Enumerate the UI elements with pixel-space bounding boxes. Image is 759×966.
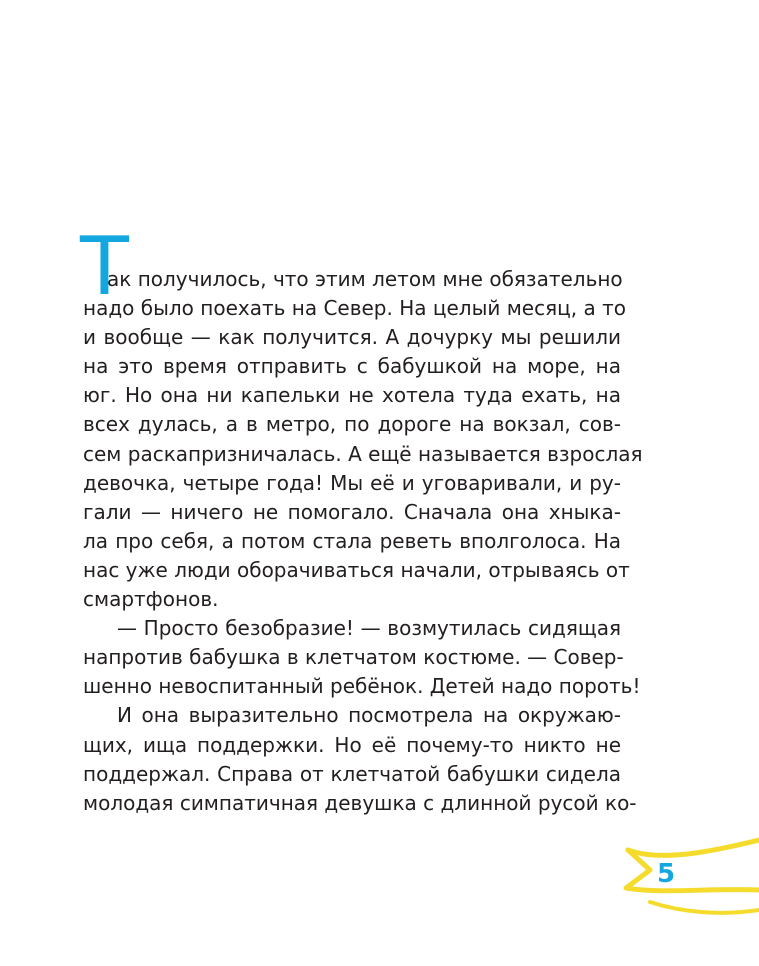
text-line: надо было поехать на Север. На целый месяц, а то (83, 296, 626, 321)
text-line: И она выразительно посмотрела на окружаю- (117, 703, 621, 728)
text-line: нас уже люди оборачиваться начали, отрываясь от (83, 557, 630, 582)
text-line: девочка, четыре года! Мы её и уговаривали, и ру- (83, 470, 621, 495)
text-line: — Просто безобразие! — возмутилась сидящая (117, 616, 621, 641)
text-line: гали — ничего не помогало. Сначала она хныка- (83, 499, 621, 524)
text-line: поддержал. Справа от клетчатой бабушки сидела (83, 761, 621, 786)
text-line: сем раскапризничалась. А ещё называется взрослая (83, 441, 643, 466)
text-line: всех дулась, а в метро, по дороге на вокзал, сов- (83, 412, 621, 437)
drop-cap-letter: Т (80, 220, 129, 313)
text-line: молодая симпатичная девушка с длинной русой ко- (83, 790, 637, 815)
text-line: ла про себя, а потом стала реветь вполголоса. На (83, 528, 621, 553)
text-line: на это время отправить с бабушкой на море, на (83, 354, 621, 379)
story-text (83, 265, 643, 818)
text-line: шенно невоспитанный ребёнок. Детей надо пороть! (83, 674, 641, 699)
page-number-ribbon (620, 832, 759, 932)
text-line: ак получилось, что этим летом мне обязательно (107, 267, 623, 291)
text-line: смартфонов. (83, 587, 219, 612)
text-line: юг. Но она ни капельки не хотела туда ехать, на (83, 383, 621, 408)
text-line: щих, ища поддержки. Но её почему-то никто не (83, 732, 621, 757)
page-number: 5 (657, 859, 676, 889)
text-line: напротив бабушка в клетчатом костюме. — Совер- (83, 645, 624, 670)
text-line: и вообще — как получится. А дочурку мы решили (83, 325, 621, 350)
